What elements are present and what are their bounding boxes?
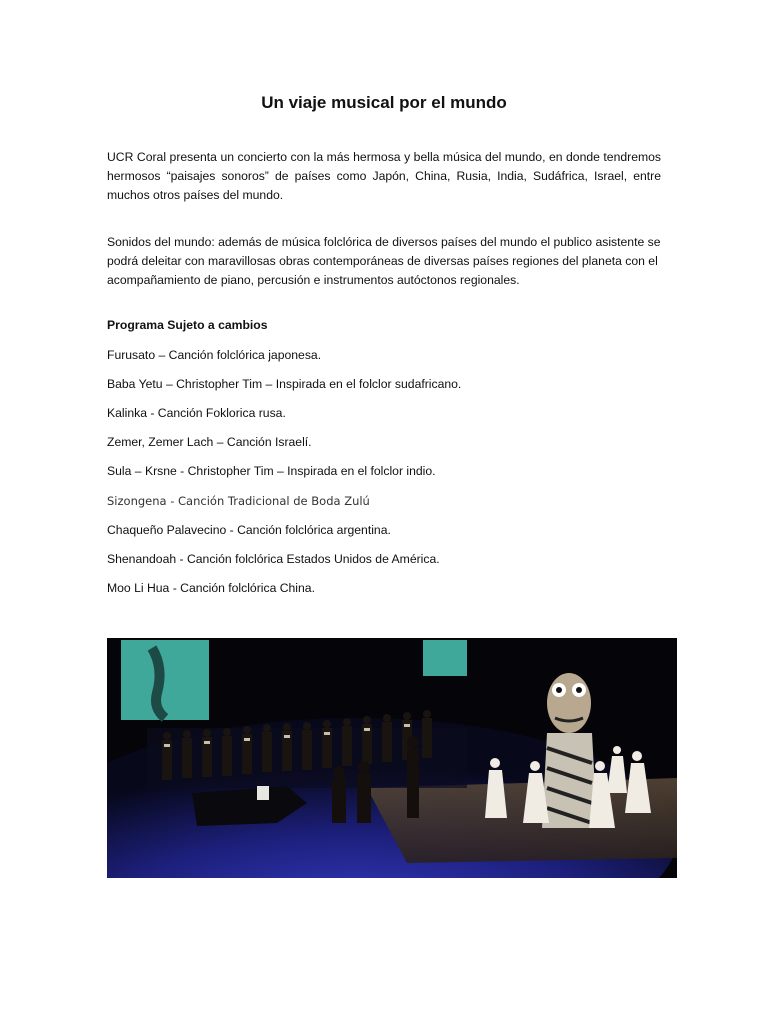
program-item: Sula – Krsne - Christopher Tim – Inspirada en el folclor indio.	[107, 464, 436, 478]
program-item: Moo Li Hua - Canción folclórica China.	[107, 581, 315, 595]
program-item: Baba Yetu – Christopher Tim – Inspirada en el folclor sudafricano.	[107, 377, 462, 391]
page-title: Un viaje musical por el mundo	[261, 93, 507, 112]
program-item: Kalinka - Canción Foklorica rusa.	[107, 406, 286, 420]
program-item: Chaqueño Palavecino - Canción folclórica argentina.	[107, 523, 391, 537]
projection-screen-right	[423, 640, 467, 676]
concert-photo	[107, 638, 677, 878]
intro-paragraph: UCR Coral presenta un concierto con la más hermosa y bella música del mundo, en donde tendremos hermosos “paisajes sonoros” de países como Japón, China, Rusia, India, Sudáfrica, Israel, entre muchos otros países del mundo.	[107, 150, 661, 202]
program-item: Furusato – Canción folclórica japonesa.	[107, 348, 322, 362]
giant-puppet	[542, 673, 597, 828]
program-heading: Programa Sujeto a cambios	[107, 318, 268, 332]
program-item: Shenandoah - Canción folclórica Estados Unidos de América.	[107, 552, 440, 566]
sonidos-paragraph: Sonidos del mundo: además de música folclórica de diversos países del mundo el publico asistente se podrá deleitar con maravillosas obras contemporáneas de diversas países regiones del planeta con el acompañamiento de piano, percusión e instrumentos autóctonos regionales.	[107, 235, 661, 287]
program-item: Zemer, Zemer Lach – Canción Israelí.	[107, 435, 312, 449]
program-item: Sizongena - Canción Tradicional de Boda Zulú	[107, 494, 370, 508]
projection-screen-left	[121, 640, 209, 720]
concert-photo-illustration	[107, 638, 677, 878]
